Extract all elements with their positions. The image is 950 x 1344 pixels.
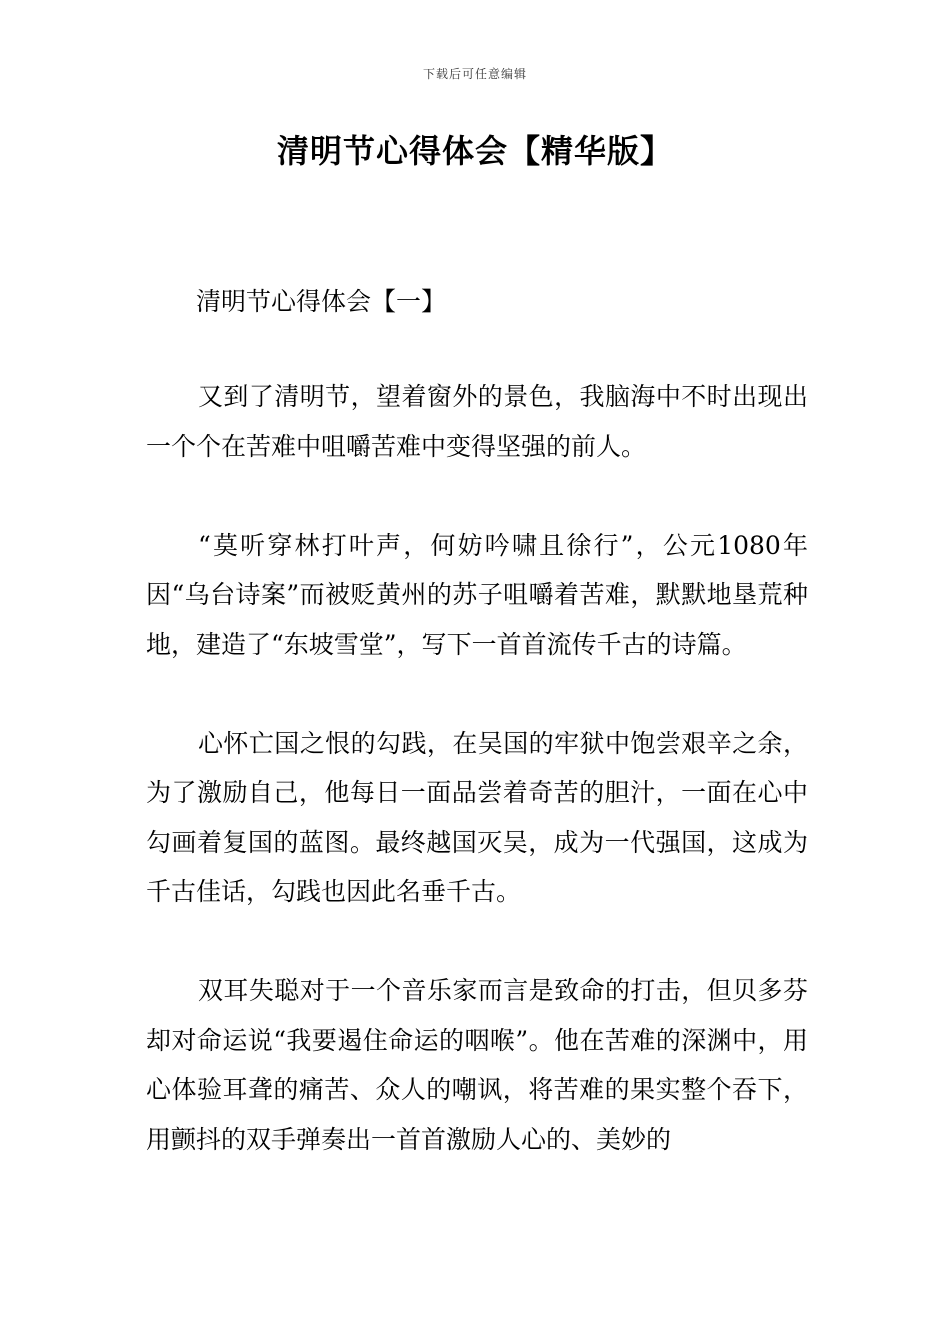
- paragraph-3: 心怀亡国之恨的勾践，在吴国的牢狱中饱尝艰辛之余，为了激励自己，他每日一面品尝着奇苦的胆汁，一面在心中勾画着复国的蓝图。最终越国灭吴，成为一代强国，这成为千古佳话，勾践也因此名垂千古。: [146, 728, 808, 906]
- paragraph-2: “莫听穿林打叶声，何妨吟啸且徐行”，公元1080年因“乌台诗案”而被贬黄州的苏子咀嚼着苦难，默默地垦荒种地，建造了“东坡雪堂”，写下一首首流传千古的诗篇。: [146, 530, 808, 659]
- paragraph-1: 又到了清明节，望着窗外的景色，我脑海中不时出现出一个个在苦难中咀嚼苦难中变得坚强的前人。: [146, 382, 808, 461]
- document-body: [146, 372, 808, 1214]
- document-title: 清明节心得体会【精华版】: [276, 132, 673, 170]
- header-note: 下载后可任意编辑: [422, 67, 527, 81]
- section-heading: 清明节心得体会【一】: [196, 287, 447, 316]
- paragraph-4: 双耳失聪对于一个音乐家而言是致命的打击，但贝多芬却对命运说“我要遏住命运的咽喉”。他在苦难的深渊中，用心体验耳聋的痛苦、众人的嘲讽，将苦难的果实整个吞下，用颤抖的双手弹奏出一首首激励人心的、美妙的: [146, 976, 808, 1154]
